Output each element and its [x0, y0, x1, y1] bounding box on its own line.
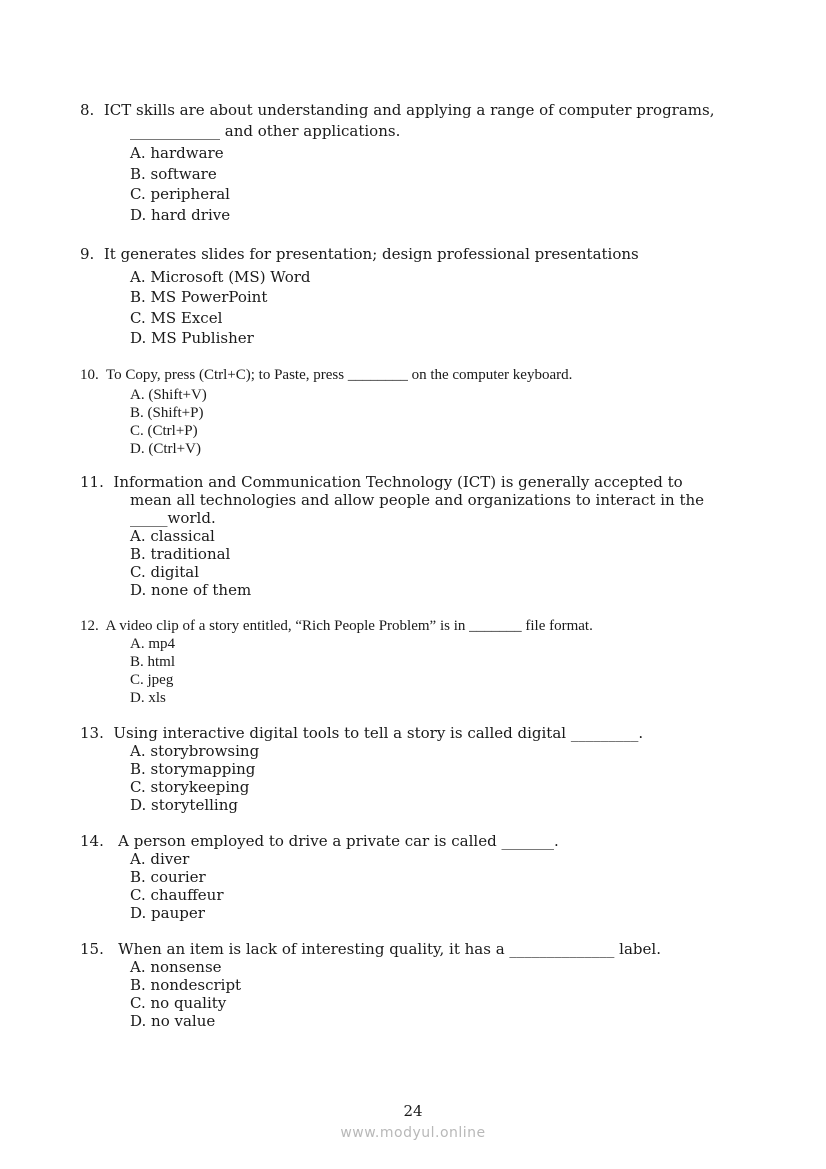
page-number: 24: [403, 1102, 423, 1120]
question-text: ICT skills are about understanding and applying a range of computer programs,: [103, 101, 715, 119]
question-number: 13.: [80, 724, 104, 742]
option-b: B. software: [130, 164, 217, 183]
option-a: A. classical: [130, 527, 215, 545]
option-a: A. hardware: [130, 144, 224, 163]
option-d: D. no value: [130, 1012, 216, 1030]
answer-options: [130, 742, 720, 814]
option-c: C. peripheral: [130, 185, 230, 204]
answer-options: [130, 527, 720, 599]
question-number: 10.: [80, 367, 99, 383]
question-text-continued: [80, 491, 720, 509]
option-d: D. xls: [130, 690, 166, 706]
answer-options: [130, 267, 720, 349]
answer-options: [130, 386, 720, 458]
question-number: 9.: [80, 245, 95, 263]
question-9-stem: [80, 244, 720, 265]
question-10-stem: [80, 366, 720, 384]
question-text-continued: [80, 121, 720, 142]
question-text: When an item is lack of interesting quality, it has a ______________ label.: [118, 940, 661, 958]
answer-options: [130, 850, 720, 922]
question-text: A video clip of a story entitled, “Rich People Problem” is in _______ file format.: [105, 618, 593, 634]
question-text-line: mean all technologies and allow people and organizations to interact in the: [130, 491, 705, 509]
question-text-line: ____________ and other applications.: [130, 121, 401, 140]
question-text: It generates slides for presentation; design professional presentations: [103, 245, 639, 263]
question-12-stem: [80, 617, 720, 635]
option-b: B. (Shift+P): [130, 405, 204, 421]
option-c: C. digital: [130, 563, 200, 581]
option-a: A. mp4: [130, 636, 175, 652]
option-c: C. jpeg: [130, 672, 174, 688]
question-14: [80, 832, 720, 922]
question-15: [80, 940, 720, 1030]
option-d: D. MS Publisher: [130, 329, 254, 348]
question-number: 11.: [80, 473, 104, 491]
option-d: D. (Ctrl+V): [130, 441, 201, 457]
question-11-stem: [80, 473, 720, 491]
answer-options: [130, 958, 720, 1030]
option-d: D. storytelling: [130, 796, 238, 814]
option-d: D. hard drive: [130, 205, 231, 224]
option-b: B. nondescript: [130, 976, 242, 994]
option-c: C. storykeeping: [130, 778, 250, 796]
question-text: A person employed to drive a private car is called _______.: [118, 832, 559, 850]
question-13-stem: [80, 724, 720, 742]
question-number: 15.: [80, 940, 104, 958]
option-a: A. storybrowsing: [130, 742, 260, 760]
question-text: Using interactive digital tools to tell a story is called digital _________.: [113, 724, 644, 742]
option-c: C. no quality: [130, 994, 227, 1012]
question-15-stem: [80, 940, 720, 958]
watermark: www.modyul.online: [340, 1125, 486, 1141]
question-text-continued: [80, 509, 720, 527]
option-a: A. Microsoft (MS) Word: [130, 267, 311, 286]
question-12: [80, 617, 720, 707]
option-c: C. chauffeur: [130, 886, 224, 904]
option-b: B. MS PowerPoint: [130, 288, 268, 307]
option-b: B. html: [130, 654, 176, 670]
question-8: [80, 100, 720, 226]
question-number: 12.: [80, 618, 99, 634]
question-14-stem: [80, 832, 720, 850]
option-d: D. none of them: [130, 581, 252, 599]
question-number: 8.: [80, 101, 95, 119]
question-9: [80, 244, 720, 349]
option-a: A. diver: [130, 850, 190, 868]
answer-options: [130, 143, 720, 225]
question-number: 14.: [80, 832, 104, 850]
answer-options: [130, 635, 720, 707]
option-c: C. (Ctrl+P): [130, 423, 198, 439]
option-b: B. storymapping: [130, 760, 256, 778]
question-text-line: _____world.: [130, 509, 216, 527]
option-a: A. (Shift+V): [130, 387, 207, 403]
question-13: [80, 724, 720, 814]
option-a: A. nonsense: [130, 958, 222, 976]
question-11: [80, 473, 720, 599]
question-text: Information and Communication Technology (ICT) is generally accepted to: [113, 473, 683, 491]
option-b: B. courier: [130, 868, 206, 886]
question-10: [80, 366, 720, 458]
option-c: C. MS Excel: [130, 308, 223, 327]
option-d: D. pauper: [130, 904, 205, 922]
option-b: B. traditional: [130, 545, 231, 563]
question-text: To Copy, press (Ctrl+C); to Paste, press ________ on the computer keyboard.: [105, 367, 573, 383]
question-8-stem: [80, 100, 720, 121]
